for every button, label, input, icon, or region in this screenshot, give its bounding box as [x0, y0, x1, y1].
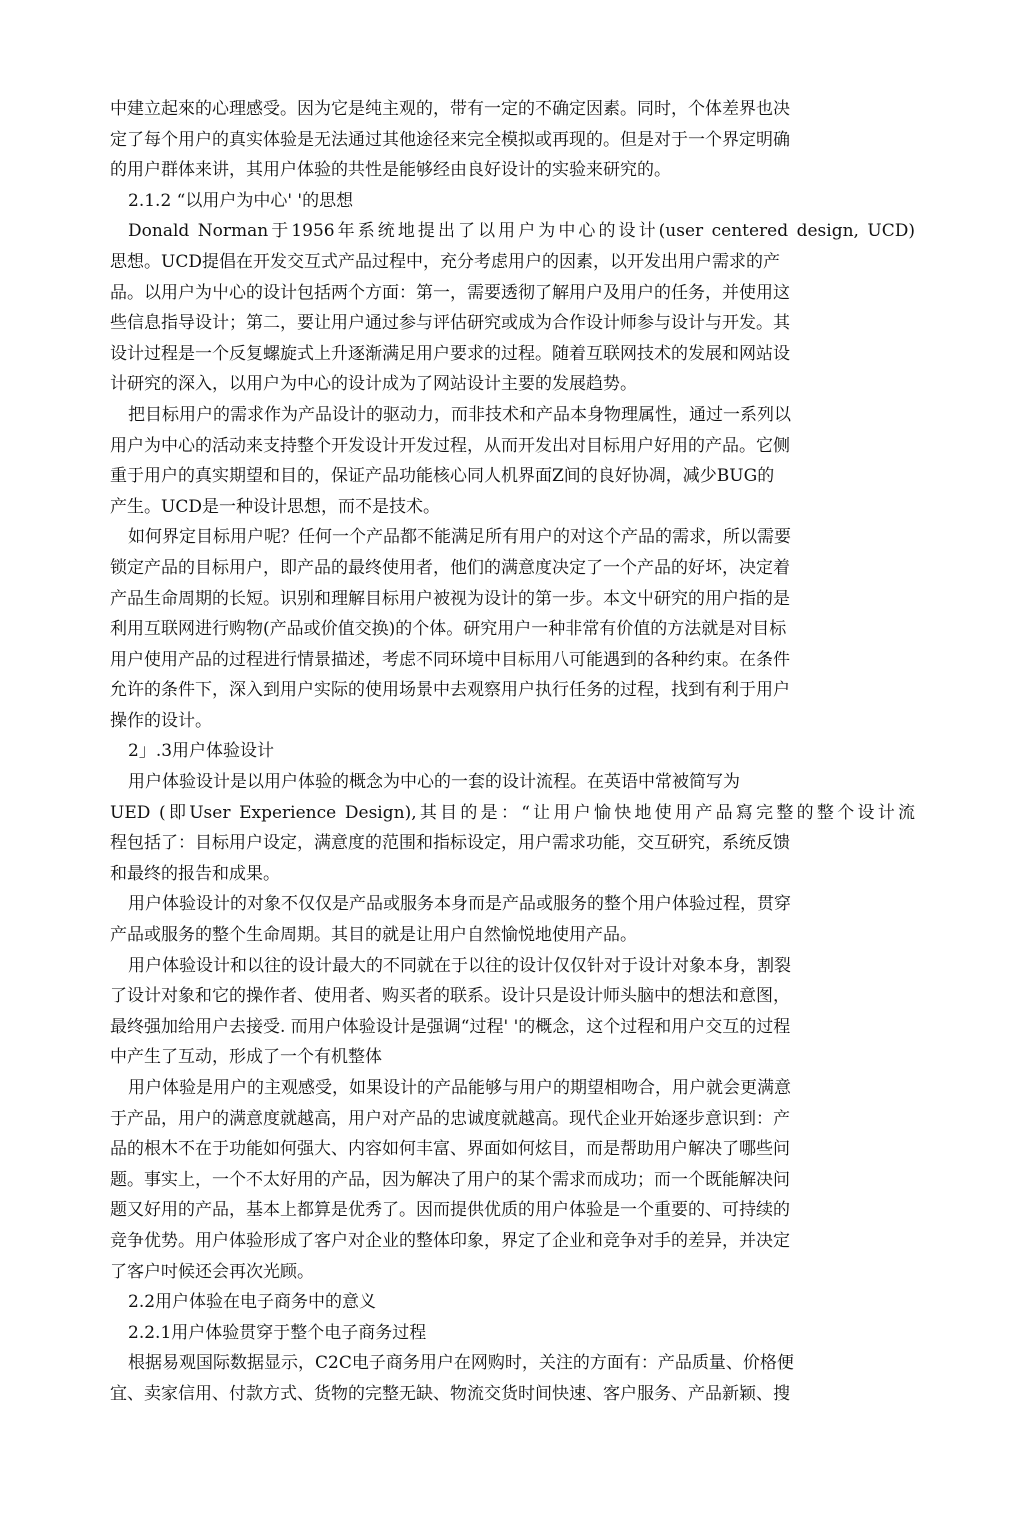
text-line: 宜、卖家信用、付款方式、货物的完整无缺、物流交货时间快速、客户服务、产品新颖、搜: [110, 1383, 790, 1404]
section-heading: 2.2.1用户体验贯穿于整个电子商务过程: [128, 1322, 427, 1343]
text-line: 竞争优势。用户体验形成了客户对企业的整体印象，界定了企业和竞争对手的差异，并决定: [110, 1230, 790, 1251]
text-line: 品。以用户为屮心的设计包括两个方面：第一，需要透彻了解用户及用户的任务，并使用这: [110, 282, 790, 303]
text-line: 用户体验设计和以往的设计最大的不同就在于以往的设计仅仅针对于设计对象本身，割裂: [128, 955, 791, 976]
text-line: 锁定产品的目标用户，即产品的最终使用者，他们的满意度决定了一个产品的好坏，决定着: [110, 557, 790, 578]
text-line: 于产品，用户的满意度就越高，用户对产品的忠诚度就越高。现代企业开始逐步意识到：产: [110, 1108, 790, 1129]
text-line: 用户使用产品的过程进行情景描述，考虑不同环境中目标用八可能遇到的各种约束。在条件: [110, 649, 790, 670]
text-line: 和最终的报告和成果。: [110, 863, 280, 884]
text-line: 把目标用户的需求作为产品设计的驱动力，而非技术和产品本身物理属性，通过一系列以: [128, 404, 791, 425]
text-line: 产品生命周期的长短。识别和理解目标用户被视为设计的第一步。本文屮研究的用户指的是: [110, 588, 790, 609]
text-line: 重于用户的真实期望和目的，保证产品功能核心同人机界面Z间的良好协凋，减少BUG的: [110, 466, 775, 487]
text-line: Donald Norman于1956年系统地提出了以用户为中心的设计(user centered design, UCD): [128, 221, 915, 242]
text-line: 用户体验设计的对象不仅仅是产品或服务本身而是产品或服务的整个用户体验过程，贯穿: [128, 894, 791, 915]
document-page: [110, 94, 915, 1410]
text-line: 根据易观国际数据显示，C2C电子商务用户在网购时，关注的方面有：产品质量、价格便: [128, 1353, 794, 1374]
text-line: 中建立起來的心理感受。因为它是纯主观的，带有一定的不确定因素。同时，个体差界也决: [110, 99, 790, 119]
text-line: 用户体验设计是以用户体验的概念为中心的一套的设计流程。在英语中常被简写为: [128, 772, 740, 793]
text-line: 些信息指导设计；第二，要让用户通过参与评估研究或成为合作设计师参与设计与开发。其: [110, 313, 790, 334]
text-line: 的用户群体来讲，其用户体验的共性是能够经由良好设计的实验来研究的。: [110, 160, 671, 181]
section-heading: 2.1.2 “以用户为中心' '的思想: [128, 190, 354, 211]
text-line: 了客户吋候还会再次光顾。: [110, 1261, 314, 1282]
text-line: 产生。UCD是一种设计思想，而不是技术。: [110, 496, 440, 517]
text-line: 题又好用的产品，基本上都算是优秀了。因而提供优质的用户体验是一个重要的、可持续的: [110, 1200, 790, 1221]
text-line: 最终强加给用户去接受. 而用户体验设计是强调“过程' '的概念，这个过程和用户交互的过程: [110, 1016, 791, 1037]
text-line: 允许的条件下，深入到用户实际的使用场景中去观察用户执行任务的过程，找到有利于用户: [110, 680, 790, 701]
text-line: 题。事实上，一个不太好用的产品，因为解决了用户的某个需求而成功；而一个既能解决问: [110, 1169, 790, 1190]
text-line: 用户为中心的活动来支持整个开发设计开发过程，从而开发出对目标用户好用的产品。它侧: [110, 435, 790, 456]
section-heading: 2」.3用户体验设计: [128, 741, 275, 762]
text-line: UED (即User Experience Design),其目的是：“让用户愉快地使用产品寫完整的整个设计流: [110, 802, 915, 823]
text-line: 思想。UCD提倡在开发交互式产品过程中，充分考虑用户的因素，以开发出用户需求的产: [110, 251, 780, 272]
section-heading: 2.2用户体验在电子商务中的意义: [128, 1292, 377, 1313]
text-line: 品的根木不在于功能如何强大、内容如何丰富、界面如何炫目，而是帮助用户解决了哪些问: [110, 1139, 790, 1160]
text-line: 利用互联网进行购物(产品或价值交换)的个体。研究用户一种非常有价值的方法就是对目标: [110, 619, 787, 640]
text-line: 用户体验是用户的主观感受，如果设计的产品能够与用户的期望相吻合，用户就会更满意: [128, 1078, 791, 1098]
text-line: 操作的设计。: [110, 710, 212, 731]
text-line: 如何界定目标用户呢？任何一个产品都不能满足所有用户的对这个产品的需求，所以需要: [128, 527, 791, 548]
text-line: 定了每个用户的真实体验是无法通过其他途径来完全模拟或再现的。但是对于一个界定明确: [110, 129, 790, 150]
text-line: 了设计对象和它的操作者、使用者、购买者的联系。设计只是设计师头脑中的想法和意图，: [110, 986, 790, 1007]
text-line: 程包括了：目标用户设定，满意度的范围和指标设定，用户需求功能，交互研究，系统反馈: [110, 833, 790, 854]
text-line: 中产生了互动，形成了一个有机整体: [110, 1047, 382, 1068]
text-line: 计研究的深入，以用户为中心的设计成为了网站设计主要的发展趋势。: [110, 374, 637, 395]
text-line: 产品或服务的整个生命周期。其目的就是让用户自然愉悦地使用产品。: [110, 925, 637, 946]
text-line: 设计过程是一个反复螺旋式上升逐渐满足用户要求的过程。随着互联网技术的发展和网站设: [110, 343, 790, 364]
